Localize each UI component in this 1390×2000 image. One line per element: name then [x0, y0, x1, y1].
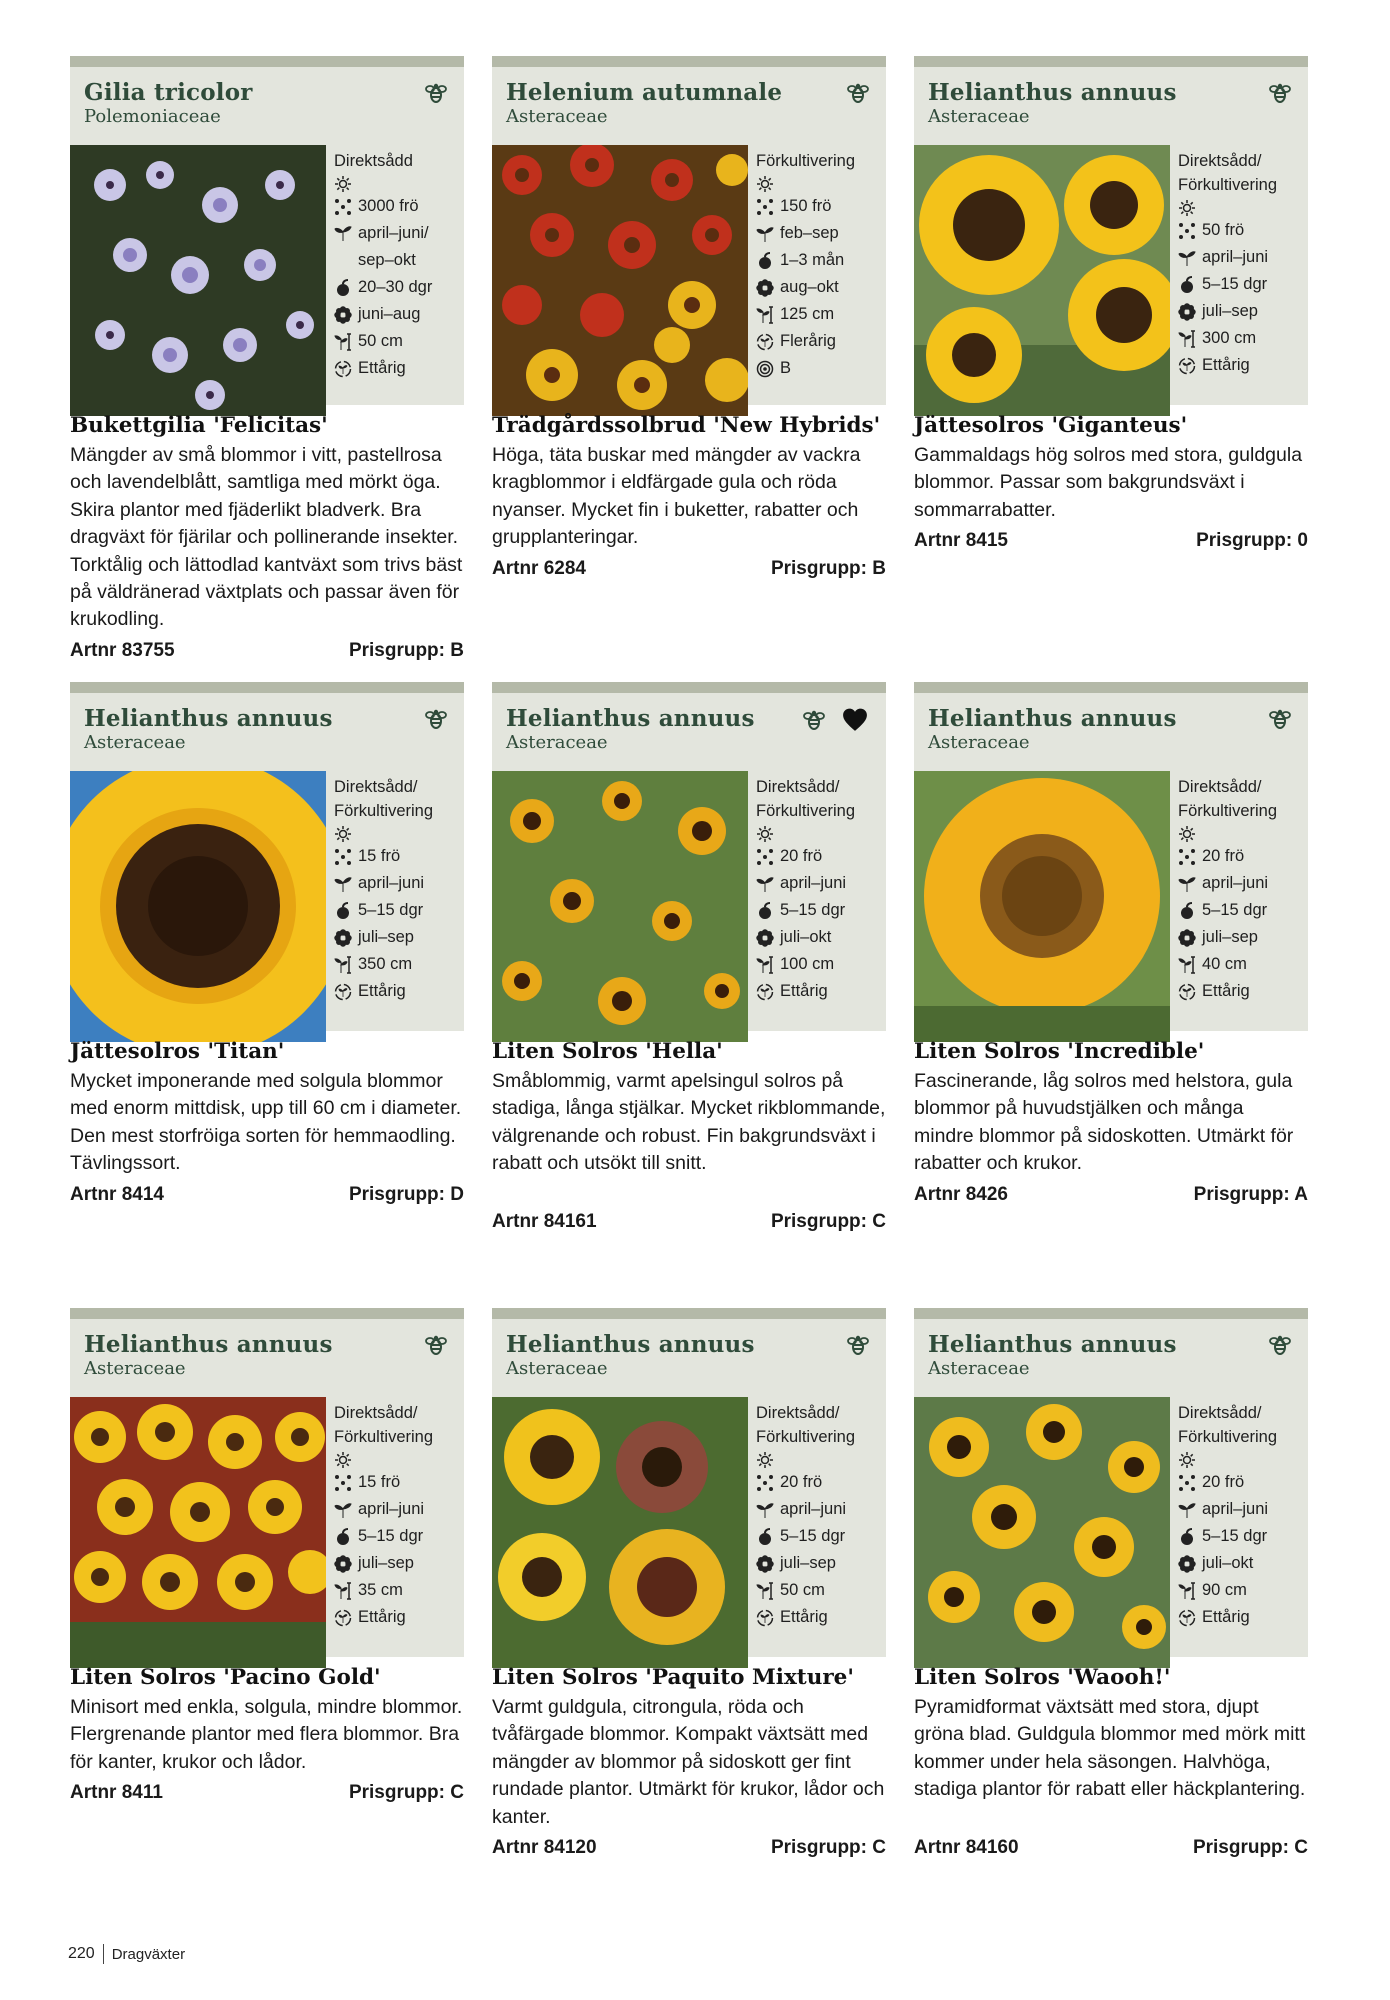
bee-icon [1268, 707, 1292, 731]
bee-icon [802, 708, 826, 732]
plant-photo [492, 771, 748, 1042]
product-description: Gammaldags hög solros med stora, guldgula blommor. Passar som bakgrundsväxt i sommarrabatter. [914, 444, 1303, 521]
seeds-icon [334, 1474, 352, 1492]
product-card [914, 56, 1308, 551]
page-footer [68, 1944, 185, 1964]
sowing-method: Direktsådd/ Förkultivering [1178, 152, 1278, 194]
plant-height: 50 cm [358, 332, 403, 350]
sowing-time-icon [756, 225, 774, 243]
bloom-time: juli–okt [1202, 1554, 1254, 1572]
germination-time: 5–15 dgr [358, 901, 424, 919]
height-icon [1178, 1582, 1196, 1600]
bloom-time: juli–sep [780, 1554, 836, 1572]
product-description: Mycket imponerande med solgula blommor med enorm mittdisk, upp till 60 cm i diameter. Den mest storfröiga sorten för hemmaodling. Tävlingssort. [70, 1070, 462, 1175]
height-icon [334, 333, 352, 351]
sowing-method: Direktsådd/ Förkultivering [334, 778, 434, 820]
product-panel [70, 682, 464, 1031]
product-card [492, 1308, 886, 1858]
lifecycle: Ettårig [358, 982, 406, 1000]
plant-family: Asteraceae [928, 732, 1030, 753]
germination-icon [756, 1528, 774, 1546]
sun-icon [756, 1451, 774, 1469]
latin-name: Helianthus annuus [928, 79, 1177, 106]
lifecycle-icon [1178, 983, 1196, 1001]
article-number: Artnr 84120 [492, 1837, 597, 1858]
latin-name: Helianthus annuus [84, 705, 333, 732]
height-icon [756, 306, 774, 324]
plant-family: Asteraceae [506, 732, 608, 753]
plant-photo [914, 145, 1170, 416]
plant-height: 350 cm [358, 955, 413, 973]
sowing-method: Direktsådd/ Förkultivering [334, 1404, 434, 1446]
product-name: Liten Solros 'Hella' [492, 1039, 723, 1064]
product-description: Minisort med enkla, solgula, mindre blommor. Flergrenande plantor med flera blommor. Bra för kanter, krukor och lådor. [70, 1696, 463, 1773]
sun-icon [334, 175, 352, 193]
product-card [70, 56, 464, 661]
lifecycle-icon [1178, 1609, 1196, 1627]
bloom-icon [1178, 303, 1196, 321]
plant-height: 300 cm [1202, 329, 1257, 347]
article-number: Artnr 6284 [492, 558, 586, 579]
product-description: Pyramidformat växtsätt med stora, djupt gröna blad. Guldgula blommor med mörk mitt kommer under hela säsongen. Halvhöga, stadiga plantor för rabatt eller häckplantering. [914, 1696, 1306, 1801]
sowing-method: Direktsådd/ Förkultivering [1178, 1404, 1278, 1446]
page-number: 220 [68, 1945, 95, 1962]
product-panel [492, 682, 886, 1031]
sowing-method: Direktsådd [334, 152, 413, 170]
product-name: Liten Solros 'Waooh!' [914, 1665, 1171, 1690]
product-name: Jättesolros 'Titan' [70, 1039, 285, 1064]
latin-name: Helianthus annuus [928, 705, 1177, 732]
specs-list [756, 149, 884, 382]
price-group: Prisgrupp: C [348, 1782, 464, 1803]
seeds-icon [756, 198, 774, 216]
lifecycle: Ettårig [780, 982, 828, 1000]
bloom-time: juni–aug [358, 305, 421, 323]
height-icon [756, 1582, 774, 1600]
height-icon [334, 956, 352, 974]
sowing-time: april–juni [1202, 248, 1269, 266]
product-card [492, 682, 886, 1232]
bloom-icon [334, 1555, 352, 1573]
bee-icon [1268, 1333, 1292, 1357]
lifecycle: Ettårig [1202, 1608, 1250, 1626]
product-footer [492, 1211, 886, 1233]
price-group: Prisgrupp: C [770, 1211, 886, 1232]
sowing-time-icon [1178, 1501, 1196, 1519]
germination-time: 5–15 dgr [780, 901, 846, 919]
seed-count: 15 frö [358, 847, 401, 865]
plant-height: 90 cm [1202, 1581, 1247, 1599]
sowing-method: Förkultivering [756, 152, 856, 170]
germination-icon [334, 902, 352, 920]
price-group: Prisgrupp: B [770, 558, 886, 579]
product-panel [914, 1308, 1308, 1657]
product-name: Trädgårdssolbrud 'New Hybrids' [492, 413, 881, 438]
seeds-icon [334, 848, 352, 866]
sowing-time: april–juni/ sep–okt [358, 224, 429, 269]
lifecycle-icon [334, 983, 352, 1001]
bloom-time: juli–sep [1202, 928, 1258, 946]
latin-name: Helenium autumnale [506, 79, 783, 106]
bloom-icon [756, 929, 774, 947]
germination-icon [1178, 902, 1196, 920]
plant-photo [70, 1397, 326, 1668]
sowing-time: april–juni [1202, 874, 1269, 892]
sowing-time: april–juni [358, 1500, 425, 1518]
heart-icon [840, 707, 870, 733]
bloom-time: aug–okt [780, 278, 839, 296]
plant-photo [70, 145, 326, 416]
article-number: Artnr 8411 [70, 1782, 163, 1803]
sowing-method: Direktsådd/ Förkultivering [756, 778, 856, 820]
seed-count: 20 frö [780, 1473, 823, 1491]
target-icon [756, 360, 774, 378]
specs-list [1178, 1401, 1306, 1631]
germination-icon [1178, 1528, 1196, 1546]
seeds-icon [756, 848, 774, 866]
product-name: Liten Solros 'Incredible' [914, 1039, 1205, 1064]
germination-icon [756, 252, 774, 270]
seed-count: 150 frö [780, 197, 832, 215]
plant-family: Asteraceae [928, 106, 1030, 127]
product-panel [914, 56, 1308, 405]
sowing-time: april–juni [358, 874, 425, 892]
product-footer [914, 530, 1308, 552]
article-number: Artnr 8415 [914, 530, 1008, 551]
height-icon [1178, 330, 1196, 348]
lifecycle: Ettårig [358, 1608, 406, 1626]
bloom-icon [1178, 929, 1196, 947]
germination-time: 5–15 dgr [1202, 1527, 1268, 1545]
germination-time: 5–15 dgr [1202, 275, 1268, 293]
product-card [492, 56, 886, 579]
bee-icon [424, 707, 448, 731]
germination-icon [334, 1528, 352, 1546]
lifecycle: Ettårig [780, 1608, 828, 1626]
lifecycle-icon [756, 1609, 774, 1627]
sun-icon [334, 1451, 352, 1469]
height-icon [334, 1582, 352, 1600]
height-icon [756, 956, 774, 974]
plant-family: Asteraceae [84, 732, 186, 753]
bee-icon [846, 1333, 870, 1357]
product-footer [492, 558, 886, 580]
product-footer [70, 1184, 464, 1206]
article-number: Artnr 83755 [70, 640, 175, 661]
price-group: Prisgrupp: C [1192, 1837, 1308, 1858]
specs-list [334, 1401, 462, 1631]
sowing-time-icon [756, 875, 774, 893]
seeds-icon [334, 198, 352, 216]
plant-photo [492, 145, 748, 416]
germination-time: 5–15 dgr [1202, 901, 1268, 919]
latin-name: Gilia tricolor [84, 79, 253, 106]
sowing-time: feb–sep [780, 224, 839, 242]
footer-divider [103, 1944, 104, 1964]
plant-photo [914, 1397, 1170, 1668]
germination-icon [756, 902, 774, 920]
seed-count: 20 frö [1202, 847, 1245, 865]
product-name: Bukettgilia 'Felicitas' [70, 413, 328, 438]
price-group: Prisgrupp: D [348, 1184, 464, 1205]
germination-time: 20–30 dgr [358, 278, 433, 296]
seeds-icon [1178, 222, 1196, 240]
lifecycle-icon [756, 333, 774, 351]
seeds-icon [1178, 848, 1196, 866]
plant-family: Asteraceae [84, 1358, 186, 1379]
specs-list [1178, 775, 1306, 1005]
bee-icon [846, 81, 870, 105]
product-card [914, 1308, 1308, 1858]
lifecycle-icon [756, 983, 774, 1001]
article-number: Artnr 8426 [914, 1184, 1008, 1205]
bloom-time: juli–sep [1202, 302, 1258, 320]
product-panel [70, 1308, 464, 1657]
bloom-icon [334, 929, 352, 947]
sun-icon [334, 825, 352, 843]
latin-name: Helianthus annuus [928, 1331, 1177, 1358]
plant-family: Asteraceae [506, 1358, 608, 1379]
product-description: Höga, täta buskar med mängder av vackra kragblommor i eldfärgade gula och röda nyanser. Mycket fin i buketter, rabatter och grupplanteringar. [492, 444, 861, 549]
product-name: Liten Solros 'Paquito Mixture' [492, 1665, 854, 1690]
bloom-icon [334, 306, 352, 324]
bloom-icon [1178, 1555, 1196, 1573]
plant-height: 35 cm [358, 1581, 403, 1599]
germination-time: 5–15 dgr [780, 1527, 846, 1545]
lifecycle-icon [334, 360, 352, 378]
sowing-time: april–juni [780, 874, 847, 892]
sun-icon [756, 825, 774, 843]
specs-list [756, 775, 884, 1005]
product-description: Fascinerande, låg solros med helstora, gula blommor på huvudstjälken och många mindre blommor på sidoskotten. Utmärkt för rabatter och krukor. [914, 1070, 1294, 1175]
latin-name: Helianthus annuus [506, 705, 755, 732]
bloom-icon [756, 1555, 774, 1573]
product-panel [914, 682, 1308, 1031]
article-number: Artnr 84160 [914, 1837, 1019, 1858]
sowing-method: Direktsådd/ Förkultivering [756, 1404, 856, 1446]
specs-list [334, 775, 462, 1005]
plant-photo [70, 771, 326, 1042]
price-group: Prisgrupp: C [770, 1837, 886, 1858]
bee-icon [424, 1333, 448, 1357]
lifecycle-icon [1178, 357, 1196, 375]
product-footer [70, 1782, 464, 1804]
lifecycle: Flerårig [780, 332, 836, 350]
sowing-method: Direktsådd/ Förkultivering [1178, 778, 1278, 820]
plant-family: Asteraceae [506, 106, 608, 127]
sowing-time-icon [1178, 875, 1196, 893]
sun-icon [1178, 1451, 1196, 1469]
seed-count: 20 frö [780, 847, 823, 865]
product-footer [492, 1837, 886, 1859]
lifecycle: Ettårig [1202, 356, 1250, 374]
sowing-time-icon [334, 875, 352, 893]
product-card [70, 682, 464, 1205]
plant-height: 125 cm [780, 305, 835, 323]
sowing-time-icon [334, 1501, 352, 1519]
plant-family: Polemoniaceae [84, 106, 221, 127]
plant-height: 40 cm [1202, 955, 1247, 973]
plant-photo [492, 1397, 748, 1668]
specs-list [1178, 149, 1306, 379]
sowing-time-icon [756, 1501, 774, 1519]
germination-time: 5–15 dgr [358, 1527, 424, 1545]
germination-icon [334, 279, 352, 297]
specs-list [334, 149, 462, 382]
product-card [914, 682, 1308, 1205]
bloom-icon [756, 279, 774, 297]
product-panel [70, 56, 464, 405]
plant-photo [914, 771, 1170, 1042]
product-name: Jättesolros 'Giganteus' [914, 413, 1188, 438]
price-group: Prisgrupp: B [348, 640, 464, 661]
lifecycle: Ettårig [1202, 982, 1250, 1000]
bloom-time: juli–sep [358, 1554, 414, 1572]
plant-height: 50 cm [780, 1581, 825, 1599]
lifecycle-icon [334, 1609, 352, 1627]
product-description: Varmt guldgula, citrongula, röda och tvåfärgade blommor. Kompakt växtsätt med mängder av blommor på sidoskott ger fint rundade plantor. Utmärkt för krukor, lådor och kanter. [492, 1696, 885, 1828]
sun-icon [1178, 199, 1196, 217]
product-footer [914, 1184, 1308, 1206]
lifecycle: Ettårig [358, 359, 406, 377]
bloom-time: juli–okt [780, 928, 832, 946]
price-group: Prisgrupp: 0 [1196, 530, 1308, 551]
seed-count: 20 frö [1202, 1473, 1245, 1491]
latin-name: Helianthus annuus [506, 1331, 755, 1358]
bee-icon [1268, 81, 1292, 105]
sun-icon [1178, 825, 1196, 843]
product-panel [492, 56, 886, 405]
latin-name: Helianthus annuus [84, 1331, 333, 1358]
germination-icon [1178, 276, 1196, 294]
article-number: Artnr 8414 [70, 1184, 164, 1205]
article-number: Artnr 84161 [492, 1211, 597, 1232]
seeds-icon [1178, 1474, 1196, 1492]
sowing-time-icon [1178, 249, 1196, 267]
product-description: Småblommig, varmt apelsingul solros på stadiga, långa stjälkar. Mycket rikblommande, välgrenande och robust. Fin bakgrundsväxt i rabatt och utsökt till snitt. [492, 1070, 886, 1175]
germination-time: 1–3 mån [780, 251, 845, 269]
bloom-time: juli–sep [358, 928, 414, 946]
product-footer [914, 1837, 1308, 1859]
seed-count: 50 frö [1202, 221, 1245, 239]
sowing-time-icon [334, 224, 352, 242]
seed-count: 15 frö [358, 1473, 401, 1491]
height-icon [1178, 956, 1196, 974]
product-card [70, 1308, 464, 1803]
bee-icon [424, 81, 448, 105]
sowing-time: april–juni [1202, 1500, 1269, 1518]
zone: B [780, 359, 792, 377]
sun-icon [756, 175, 774, 193]
product-panel [492, 1308, 886, 1657]
price-group: Prisgrupp: A [1193, 1184, 1308, 1205]
product-description: Mängder av små blommor i vitt, pastellrosa och lavendelblått, samtliga med mörkt öga. Skira plantor med fjäderlikt bladverk. Bra dragväxt för fjärilar och pollinerande insekter. Torktålig och lättodlad kantväxt som trivs bäst på väldränerad växtplats och passar även för krukodling. [70, 444, 463, 631]
seed-count: 3000 frö [358, 197, 419, 215]
sowing-time: april–juni [780, 1500, 847, 1518]
product-name: Liten Solros 'Pacino Gold' [70, 1665, 381, 1690]
plant-height: 100 cm [780, 955, 835, 973]
section-name: Dragväxter [111, 1945, 186, 1963]
seeds-icon [756, 1474, 774, 1492]
product-footer [70, 640, 464, 662]
plant-family: Asteraceae [928, 1358, 1030, 1379]
specs-list [756, 1401, 884, 1631]
